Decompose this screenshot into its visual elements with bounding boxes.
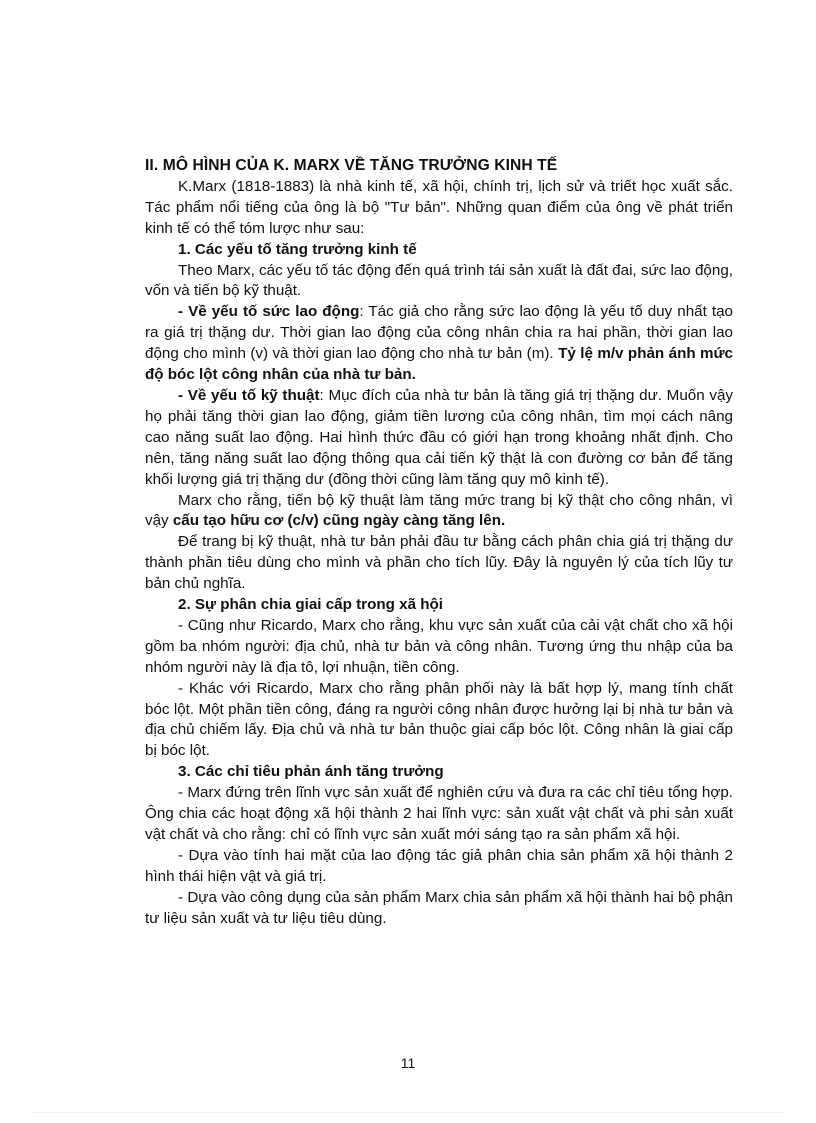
- labor-label: - Về yếu tố sức lao động: [178, 303, 360, 321]
- intro-paragraph: K.Marx (1818-1883) là nhà kinh tế, xã hội, chính trị, lịch sử và triết học xuất sắc. Tác phẩm nổi tiếng của ông là bộ "Tư bản". Những quan điểm của ông về phát triển kinh tế có thể tóm lược như sau:: [145, 177, 733, 237]
- section-heading: II. MÔ HÌNH CỦA K. MARX VỀ TĂNG TRƯỞNG KINH TẾ: [145, 157, 558, 174]
- labor-bold-text: Tỷ lệ m/v phản ánh mức độ bóc lột công nhân của nhà tư bản.: [145, 345, 733, 384]
- section3-paragraph-2: - Dựa vào tính hai mặt của lao động tác giả phân chia sản phẩm xã hội thành 2 hình thái hiện vật và giá trị.: [145, 846, 733, 885]
- labor-text: : Tác giả cho rằng sức lao động là yếu tố duy nhất tạo ra giá trị thặng dư. Thời gian lao động của công nhân chia ra hai phần, thời gian lao động cho mình (v) và thời gian lao động cho nhà tư bản (m).: [145, 303, 733, 363]
- marx-text: Marx cho rằng, tiến bộ kỹ thuật làm tăng mức trang bị kỹ thật cho công nhân, vì vậy: [145, 491, 733, 530]
- section1-title: 1. Các yếu tố tăng trưởng kinh tế: [178, 240, 417, 258]
- invest-paragraph: Để trang bị kỹ thuật, nhà tư bản phải đầu tư bằng cách phân chia giá trị thặng dư thành phần tiêu dùng cho mình và phần cho tích lũy. Đây là nguyên lý của tích lũy tư bản chủ nghĩa.: [145, 533, 733, 593]
- section2-paragraph-1: - Cũng như Ricardo, Marx cho rằng, khu vực sản xuất của cải vật chất cho xã hội gồm ba nhóm người: địa chủ, nhà tư bản và công nhân. Tương ứng thu nhập của ba nhóm người này là địa tô, lợi nhuận, tiền công.: [145, 616, 733, 676]
- section2-paragraph-2: - Khác với Ricardo, Marx cho rằng phân phối này là bất hợp lý, mang tính chất bóc lột. Một phần tiền công, đáng ra người công nhân được hưởng lại bị nhà tư bản và địa chủ chiếm lấy. Địa chủ và nhà tư bản thuộc giai cấp bóc lột. Công nhân là giai cấp bị bóc lột.: [145, 679, 733, 760]
- tech-label: - Về yếu tố kỹ thuật: [178, 386, 320, 404]
- marx-bold-text: cấu tạo hữu cơ (c/v) cũng ngày càng tăng lên.: [172, 512, 506, 530]
- section1-paragraph: Theo Marx, các yếu tố tác động đến quá trình tái sản xuất là đất đai, sức lao động, vốn và tiến bộ kỹ thuật.: [145, 261, 733, 300]
- section3-paragraph-3: - Dựa vào công dụng của sản phẩm Marx chia sản phẩm xã hội thành hai bộ phận tư liệu sản xuất và tư liệu tiêu dùng.: [145, 888, 733, 927]
- section3-title: 3. Các chỉ tiêu phản ánh tăng trưởng: [178, 763, 444, 781]
- tech-paragraph: [145, 386, 733, 491]
- page-number: 11: [400, 1055, 416, 1071]
- labor-paragraph: [145, 302, 733, 386]
- section3-paragraph-1: - Marx đứng trên lĩnh vực sản xuất để nghiên cứu và đưa ra các chỉ tiêu tổng hợp. Ông chia các hoạt động xã hội thành 2 hai lĩnh vực: sản xuất vật chất và phi sản xuất vật chất và cho rằng: chỉ có lĩnh vực sản xuất mới sáng tạo ra sản phẩm xã hội.: [145, 784, 733, 843]
- document-body: [145, 156, 733, 930]
- tech-text: : Mục đích của nhà tư bản là tăng giá trị thặng dư. Muốn vậy họ phải tăng thời gian lao động, giảm tiền lương của công nhân, tìm mọi cách nâng cao năng suất lao động. Hai hình thức đầu có giới hạn trong khoảng nhất định. Cho nên, tăng năng suất lao động thông qua cải tiến kỹ thật là con đường cơ bản để tăng khối lượng giá trị thặng dư (đồng thời cũng làm tăng quy mô kinh tế).: [145, 386, 733, 488]
- marx-paragraph: [145, 491, 733, 533]
- section2-title: 2. Sự phân chia giai cấp trong xã hội: [178, 596, 444, 614]
- page-bottom-divider: [30, 1112, 786, 1113]
